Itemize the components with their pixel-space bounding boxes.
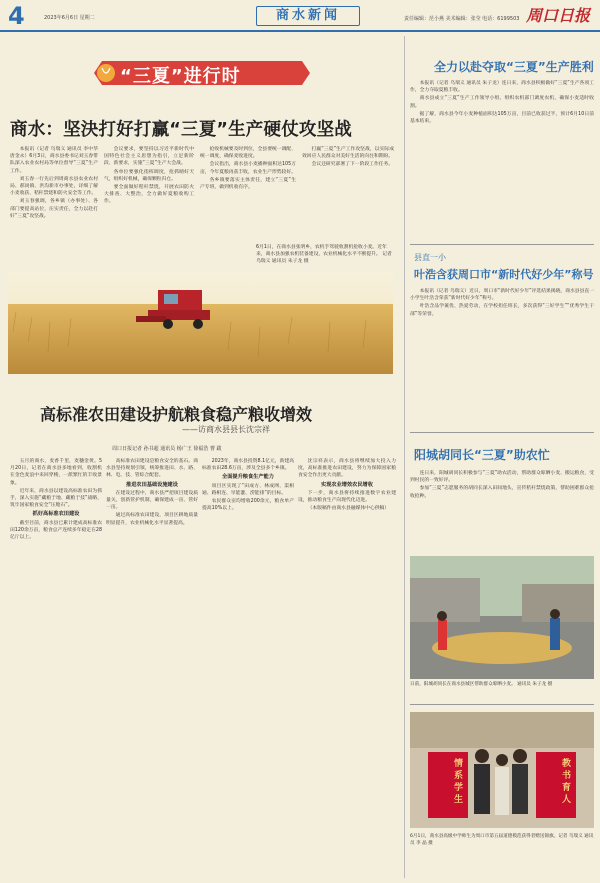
lead-c3-p3: 各乡镇要落实主体责任，建立“三夏”生产专班，做到机收有序。	[200, 177, 296, 191]
page-header	[0, 0, 600, 32]
feature-byline: 周口日报记者 孙书超 通讯员 杨广王 徐福浩 曹 跋	[112, 446, 222, 452]
bottom-photo-caption: 6月1日，商水县高级中学师生为周口市第五届道德模范获得者赠送锦旗。记者 乌瑞义 通讯员 李 晶 摄	[410, 834, 594, 846]
date-line: 2023年6月6日 星期二	[44, 15, 95, 21]
feature-column-1	[10, 458, 102, 878]
feature-c3-p2: 项目区实现了“田成方、林成网、渠相通、路相连、旱能灌、涝能排”的目标。	[202, 483, 294, 496]
harvester-field-image	[8, 272, 393, 374]
lead-c2-p1: 会议要求，要坚持以习近平新时代中国特色社会主义思想为指引，立足新阶段、新要求，实施“三夏”生产大会战。	[104, 147, 194, 167]
feature-c2-p2: 在建设过程中，商水县严把项目建设质量关，创新管护机制，确保建成一亩、管好一亩。	[106, 490, 198, 511]
sanxia-banner	[92, 58, 312, 88]
editors-line: 责任编辑：范小燕 美术编辑：张莹 电话：6199503	[404, 16, 520, 22]
feature-c1-p2: 近年来，商水县以建设高标准农田为抓手，深入实施“藏粮于地、藏粮于技”战略，筑牢国家粮食安全“压舱石”。	[10, 488, 102, 509]
lead-column-2	[104, 146, 194, 266]
right-a1-p2: 商水县成立“三夏”生产工作领导小组，组织农机部门调度农机，确保小麦适时收割。	[410, 96, 594, 109]
feature-subheadline: ——访商水县县长沈宗祥	[182, 425, 270, 434]
right-a1-p3: 据了解，商水县今年小麦种植面积达105万亩，目前已收获过半，预计6月10日前基本结束。	[410, 111, 594, 125]
right-a2-p2: 叶浩含品学兼优、热爱劳动，在学校担任班长，多次获得“三好学生”“优秀学生干部”等荣誉。	[410, 304, 594, 317]
lead-c4-p1: 打赢“三夏”生产工作攻坚战，以实际成效回应人民群众对美好生活的向往和期盼。	[302, 147, 394, 160]
section-divider	[410, 704, 594, 705]
page-number: 4	[8, 2, 25, 30]
lead-column-3	[200, 146, 296, 242]
right-article-3-body	[410, 470, 594, 554]
feature-subhead-1: 抓好高标准农田建设	[32, 511, 80, 518]
street-scene-image	[410, 556, 594, 679]
right-article-2-kicker: 县直一小	[414, 253, 446, 262]
right-article-1-body	[410, 80, 594, 240]
lead-c4-p2: 会议还研究部署了下一阶段工作任务。	[311, 162, 394, 168]
newspaper-logo: 周口日报	[526, 6, 591, 25]
banner-left-text: 情系学生	[452, 758, 462, 806]
right-a3-p2: 参加“三夏”志愿服务的胡同长深入田间地头，宣传秸秆禁烧政策，帮助困难群众抢收抢种。	[410, 486, 594, 499]
feature-c3-p1: 2023年，商水县投资8.1亿元，新建高标准农田28.6万亩，涉及全县多个乡镇。	[202, 459, 294, 472]
right-article-1-headline: 全力以赴夺取“三夏”生产胜利	[434, 60, 594, 74]
feature-c2-p1: 高标准农田建设是粮食安全的基石。商水县坚持规划引领，统筹推进田、水、路、林、电、技、管综合配套。	[106, 459, 198, 479]
lead-c3-p1: 抢收机械要及时到位，全县要统一调配、统一调度，确保麦收进度。	[200, 147, 296, 160]
feature-column-4	[298, 458, 396, 878]
right-a3-p1: 连日来，阳城胡同长积极参与“三夏”助农活动，帮助群众晾晒小麦、搬运粮食，受到村民的一致好评。	[410, 471, 594, 484]
feature-c3-p3: 农民群众亩均增收200余元，粮食单产提高10%以上。	[202, 499, 294, 512]
banner-title: “三夏”进行时	[120, 66, 241, 87]
section-divider	[410, 244, 594, 245]
feature-subhead-2: 推进农田基础设施建设	[126, 481, 178, 488]
lead-c3-p2: 会议指出，商水县小麦播种面积达105万亩，今年夏粮再获丰收，农业生产形势较好。	[200, 162, 296, 175]
feature-subhead-3: 全面提升粮食生产能力	[222, 474, 274, 481]
right-article-2-headline: 叶浩含获周口市“新时代好少年”称号	[414, 268, 594, 281]
right-a2-p1: 本报讯（记者 乌瑞义）近日，周口市“新时代好少年”评选结果揭晓，商水县县直一小学生叶浩含荣获“新时代好少年”称号。	[410, 289, 594, 302]
section-divider	[410, 432, 594, 433]
right-article-2-body	[410, 288, 594, 430]
feature-column-2	[106, 458, 198, 878]
lead-c1-p2: 刘玉春一行先后到周商水县农业农村局、郝岗镇、洪沟新市办事处，详细了解小麦收获、秸秆禁烧和防火安全等工作。	[10, 176, 98, 197]
feature-c4-p2: 下一步，商水县将持续推进数字农业建设，推动粮食生产向现代化迈进。	[298, 490, 396, 504]
feature-c2-p3: 通过高标准农田建设，项目区耕地质量明显提升，农业机械化水平显著提高。	[106, 513, 198, 526]
feature-headline: 高标准农田建设护航粮食稳产粮收增效	[40, 405, 313, 424]
feature-c4-p1: 沈宗祥表示，商水县将继续加大投入力度，高标准推进农田建设，努力为保障国家粮食安全作出更大贡献。	[298, 459, 396, 479]
lead-c1-p1: 本报讯（记者 乌瑞义 通讯员 李中华 唐金永）6月3日，商水县委书记刘玉春带队深入农业农村局等单位督导“三夏”生产工作。	[10, 147, 98, 174]
banner-right-text: 教书育人	[560, 758, 570, 806]
lead-headline: 商水：坚決打好打赢“三夏”生产硬仗攻坚战	[10, 120, 353, 140]
feature-c4-p3: （本版稿件由商水县融媒体中心供稿）	[307, 506, 390, 512]
grain-drying-photo	[410, 556, 594, 679]
feature-column-3	[202, 458, 294, 878]
wheat-harvest-photo	[8, 272, 393, 374]
lead-photo-caption: 6月1日，在商水县张明乡，农机手驾驶收割机抢收小麦。近年来，商水县加强农机装备建设，农业机械化水平不断提升。 记者 乌瑞义 通讯员 朱子龙 摄	[256, 245, 392, 264]
right-article-3-headline: 阳城胡同长“三夏”助农忙	[414, 448, 550, 462]
lead-column-1	[10, 146, 98, 266]
lead-c2-p3: 要全面做好秸秆禁烧，开展农田防火大排查、大整治，全力做好夏粮收购工作。	[104, 185, 194, 205]
lead-c2-p2: 各单位要强化指挥调度，抢抓晴好天气，组织好机械，确保颗粒归仓。	[104, 169, 194, 182]
right-article-3-photo-caption: 日前，阳城胡同长在商水县城区帮助群众晾晒小麦。 通讯员 朱子龙 摄	[410, 682, 553, 687]
lead-column-4	[302, 146, 394, 242]
column-divider	[404, 36, 405, 878]
feature-subhead-4: 实现农业增效农民增收	[321, 481, 373, 488]
feature-c1-p3: 截至目前，商水县已累计建成高标准农田120余万亩，粮食总产连续多年稳定在28亿斤以上。	[10, 520, 102, 541]
lead-c1-p3: 刘玉春强调，各乡镇（办事处）、各部门要提高站位，压实责任，全力以赴打好“三夏”攻坚战。	[10, 199, 98, 219]
section-title: 商水新闻	[256, 6, 360, 26]
feature-c1-p1: 五月的商水，麦香千里，麦穗金黄。5月20日，记者在商水县多地看到，收割机在金色麦浪中来回穿梭，一派繁忙的丰收景象。	[10, 459, 102, 486]
banner-presentation-photo	[410, 712, 594, 828]
right-a1-p1: 本报讯（记者 乌瑞义 通讯员 朱子龙）连日来，商水县积极做好“三夏”生产各项工作，全力夺取夏粮丰收。	[410, 81, 594, 94]
